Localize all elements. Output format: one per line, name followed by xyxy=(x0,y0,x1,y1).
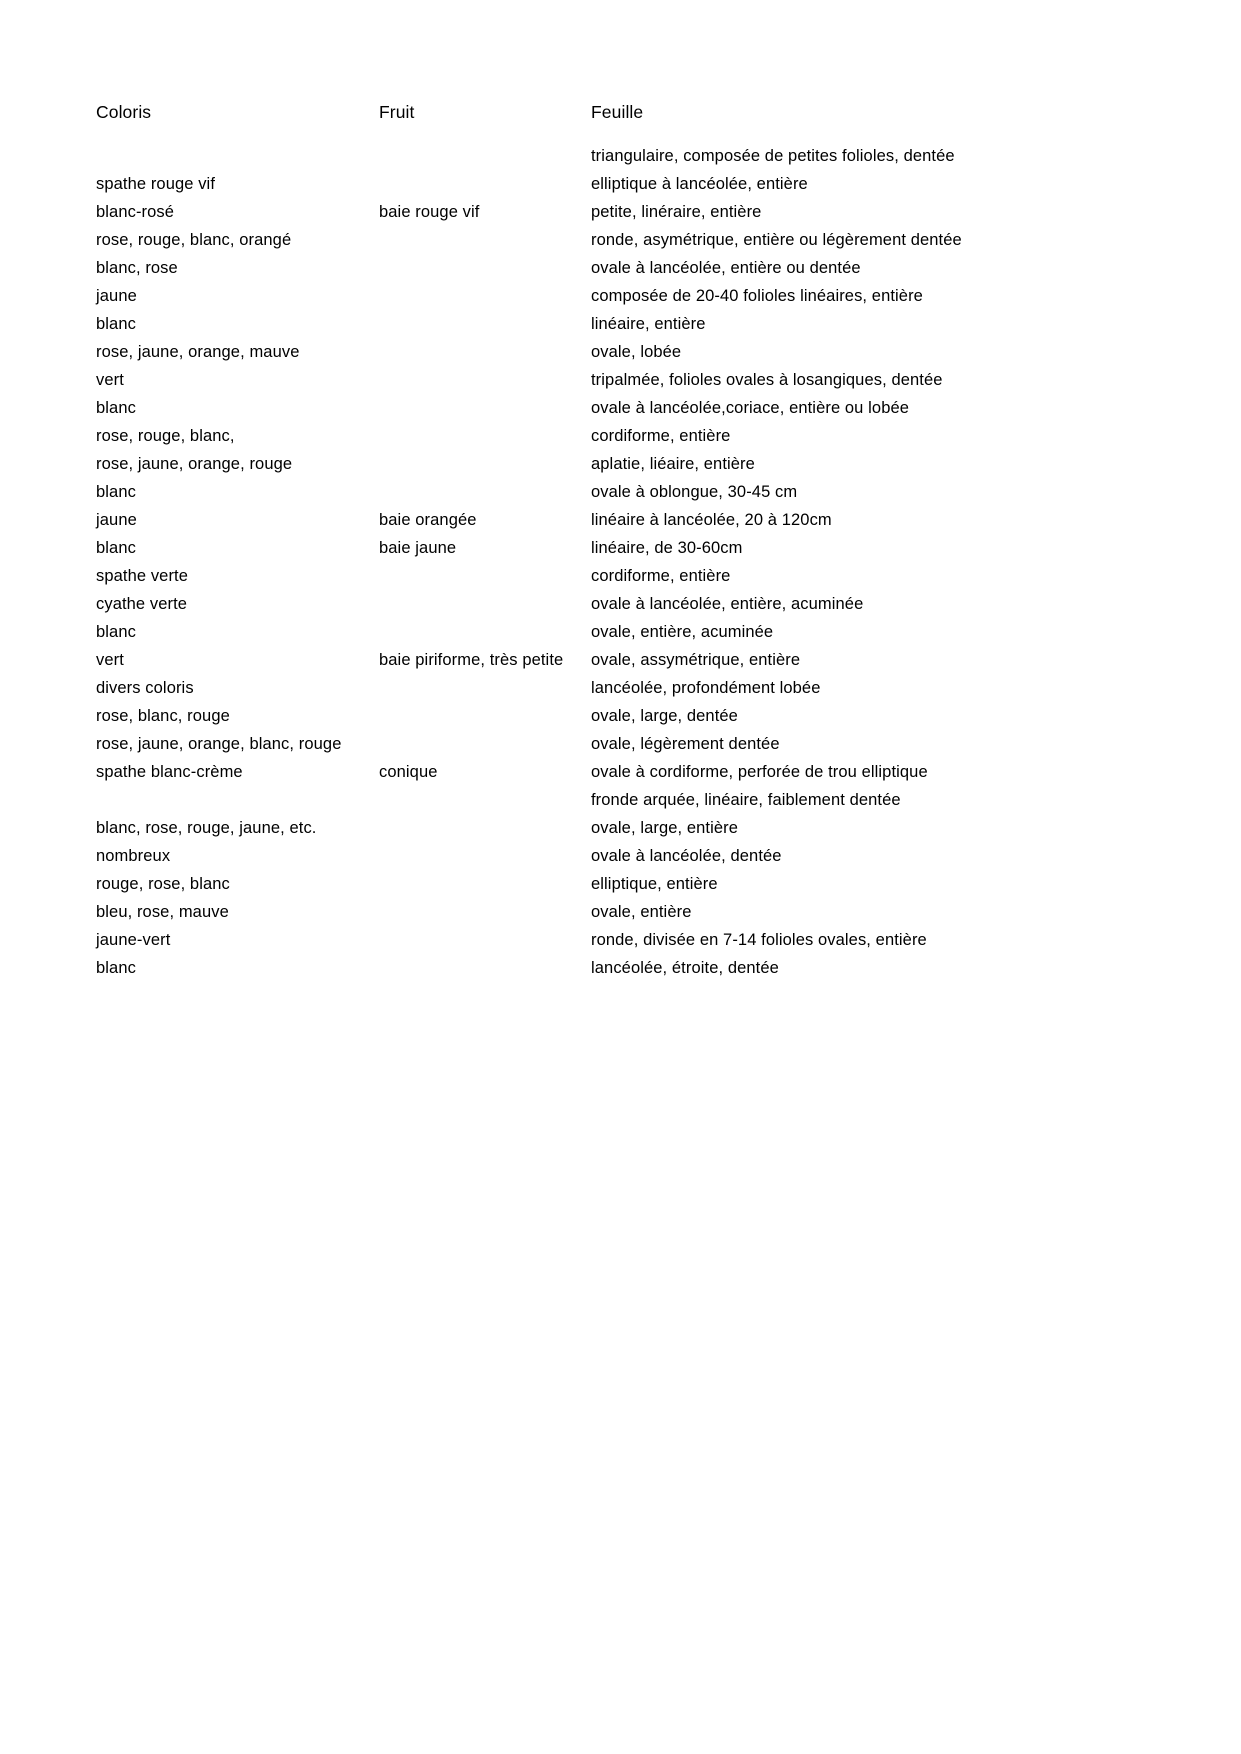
cell-feuille: ovale, large, dentée xyxy=(591,707,738,725)
table-row xyxy=(96,422,1136,450)
document-content xyxy=(96,98,1136,982)
cell-fruit xyxy=(379,338,591,366)
cell-feuille: ovale, assymétrique, entière xyxy=(591,651,801,669)
cell-feuille: ovale à oblongue, 30-45 cm xyxy=(591,483,798,501)
cell-fruit xyxy=(379,898,591,926)
cell-coloris: blanc xyxy=(96,539,136,557)
cell-coloris xyxy=(96,786,379,814)
table-row xyxy=(96,450,1136,478)
cell-fruit xyxy=(379,254,591,282)
cell-feuille: ovale, légèrement dentée xyxy=(591,735,780,753)
cell-feuille: composée de 20-40 folioles linéaires, entière xyxy=(591,287,923,305)
cell-feuille: ovale à lancéolée,coriace, entière ou lobée xyxy=(591,399,910,417)
cell-feuille: linéaire à lancéolée, 20 à 120cm xyxy=(591,511,832,529)
cell-coloris: rose, jaune, orange, blanc, rouge xyxy=(96,735,342,753)
cell-coloris: spathe verte xyxy=(96,567,189,585)
column-header-feuille: Feuille xyxy=(591,102,644,122)
table-row xyxy=(96,590,1136,618)
table-row xyxy=(96,226,1136,254)
table-header xyxy=(96,98,1136,142)
cell-fruit xyxy=(379,618,591,646)
cell-fruit xyxy=(379,926,591,954)
cell-coloris: vert xyxy=(96,651,124,669)
cell-feuille: triangulaire, composée de petites folioles, dentée xyxy=(591,147,955,165)
table-row xyxy=(96,478,1136,506)
column-header-coloris: Coloris xyxy=(96,102,152,122)
table-row xyxy=(96,562,1136,590)
cell-coloris: blanc xyxy=(96,483,136,501)
cell-feuille: ovale, entière xyxy=(591,903,692,921)
cell-coloris: divers coloris xyxy=(96,679,194,697)
table-row xyxy=(96,758,1136,786)
cell-fruit xyxy=(379,590,591,618)
cell-feuille: ovale à cordiforme, perforée de trou elliptique xyxy=(591,763,928,781)
cell-fruit xyxy=(379,562,591,590)
cell-fruit xyxy=(379,730,591,758)
table-row xyxy=(96,394,1136,422)
cell-feuille: ronde, asymétrique, entière ou légèrement dentée xyxy=(591,231,962,249)
table-row xyxy=(96,842,1136,870)
cell-fruit: baie orangée xyxy=(379,511,477,529)
cell-fruit xyxy=(379,310,591,338)
table-header-row xyxy=(96,98,1136,142)
cell-coloris: spathe blanc-crème xyxy=(96,763,243,781)
cell-fruit xyxy=(379,394,591,422)
cell-feuille: lancéolée, profondément lobée xyxy=(591,679,821,697)
cell-feuille: aplatie, liéaire, entière xyxy=(591,455,755,473)
cell-fruit xyxy=(379,366,591,394)
cell-coloris: rose, rouge, blanc, orangé xyxy=(96,231,292,249)
cell-feuille: ovale, large, entière xyxy=(591,819,739,837)
cell-coloris: jaune-vert xyxy=(96,931,171,949)
table-body xyxy=(96,142,1136,982)
cell-feuille: ovale à lancéolée, dentée xyxy=(591,847,782,865)
table-row xyxy=(96,730,1136,758)
cell-coloris: blanc, rose xyxy=(96,259,178,277)
cell-coloris: vert xyxy=(96,371,124,389)
cell-fruit xyxy=(379,702,591,730)
cell-feuille: fronde arquée, linéaire, faiblement dentée xyxy=(591,791,901,809)
table-row xyxy=(96,366,1136,394)
plant-characteristics-table xyxy=(96,98,1136,982)
cell-feuille: ovale à lancéolée, entière, acuminée xyxy=(591,595,864,613)
cell-coloris: rose, jaune, orange, mauve xyxy=(96,343,300,361)
table-row xyxy=(96,814,1136,842)
cell-coloris: cyathe verte xyxy=(96,595,188,613)
cell-fruit: baie rouge vif xyxy=(379,203,480,221)
cell-feuille: elliptique à lancéolée, entière xyxy=(591,175,808,193)
cell-fruit xyxy=(379,226,591,254)
table-row xyxy=(96,954,1136,982)
cell-coloris: jaune xyxy=(96,511,137,529)
cell-fruit xyxy=(379,142,591,170)
table-row xyxy=(96,618,1136,646)
cell-coloris: rose, rouge, blanc, xyxy=(96,427,235,445)
table-row xyxy=(96,282,1136,310)
cell-coloris xyxy=(96,142,379,170)
cell-fruit: baie jaune xyxy=(379,539,457,557)
table-row xyxy=(96,338,1136,366)
table-row xyxy=(96,310,1136,338)
table-row xyxy=(96,506,1136,534)
cell-coloris: blanc-rosé xyxy=(96,203,175,221)
table-row xyxy=(96,198,1136,226)
cell-fruit xyxy=(379,170,591,198)
table-row xyxy=(96,786,1136,814)
cell-fruit: baie piriforme, très petite xyxy=(379,651,564,669)
table-row xyxy=(96,646,1136,674)
cell-fruit xyxy=(379,954,591,982)
cell-fruit xyxy=(379,450,591,478)
cell-fruit xyxy=(379,422,591,450)
cell-coloris: blanc xyxy=(96,399,136,417)
table-row xyxy=(96,142,1136,170)
cell-fruit xyxy=(379,478,591,506)
cell-coloris: rouge, rose, blanc xyxy=(96,875,230,893)
cell-feuille: cordiforme, entière xyxy=(591,567,731,585)
table-row xyxy=(96,870,1136,898)
cell-coloris: blanc xyxy=(96,959,136,977)
cell-fruit xyxy=(379,842,591,870)
table-row xyxy=(96,254,1136,282)
cell-fruit xyxy=(379,786,591,814)
cell-feuille: petite, linéraire, entière xyxy=(591,203,762,221)
cell-feuille: ovale, lobée xyxy=(591,343,682,361)
cell-feuille: tripalmée, folioles ovales à losangiques, dentée xyxy=(591,371,943,389)
table-row xyxy=(96,898,1136,926)
cell-feuille: ronde, divisée en 7-14 folioles ovales, entière xyxy=(591,931,927,949)
cell-fruit xyxy=(379,674,591,702)
table-row xyxy=(96,534,1136,562)
cell-fruit xyxy=(379,282,591,310)
cell-coloris: blanc xyxy=(96,315,136,333)
column-header-fruit: Fruit xyxy=(379,102,415,122)
cell-coloris: blanc, rose, rouge, jaune, etc. xyxy=(96,819,317,837)
cell-feuille: lancéolée, étroite, dentée xyxy=(591,959,779,977)
table-row xyxy=(96,702,1136,730)
cell-coloris: jaune xyxy=(96,287,137,305)
cell-feuille: cordiforme, entière xyxy=(591,427,731,445)
cell-feuille: linéaire, de 30-60cm xyxy=(591,539,743,557)
cell-fruit xyxy=(379,870,591,898)
cell-coloris: rose, jaune, orange, rouge xyxy=(96,455,293,473)
table-row xyxy=(96,170,1136,198)
cell-coloris: rose, blanc, rouge xyxy=(96,707,230,725)
cell-coloris: blanc xyxy=(96,623,136,641)
cell-fruit: conique xyxy=(379,763,438,781)
cell-coloris: bleu, rose, mauve xyxy=(96,903,229,921)
cell-fruit xyxy=(379,814,591,842)
cell-coloris: nombreux xyxy=(96,847,171,865)
cell-feuille: elliptique, entière xyxy=(591,875,718,893)
cell-feuille: linéaire, entière xyxy=(591,315,706,333)
table-row xyxy=(96,926,1136,954)
cell-feuille: ovale à lancéolée, entière ou dentée xyxy=(591,259,861,277)
cell-coloris: spathe rouge vif xyxy=(96,175,216,193)
table-row xyxy=(96,674,1136,702)
cell-feuille: ovale, entière, acuminée xyxy=(591,623,774,641)
